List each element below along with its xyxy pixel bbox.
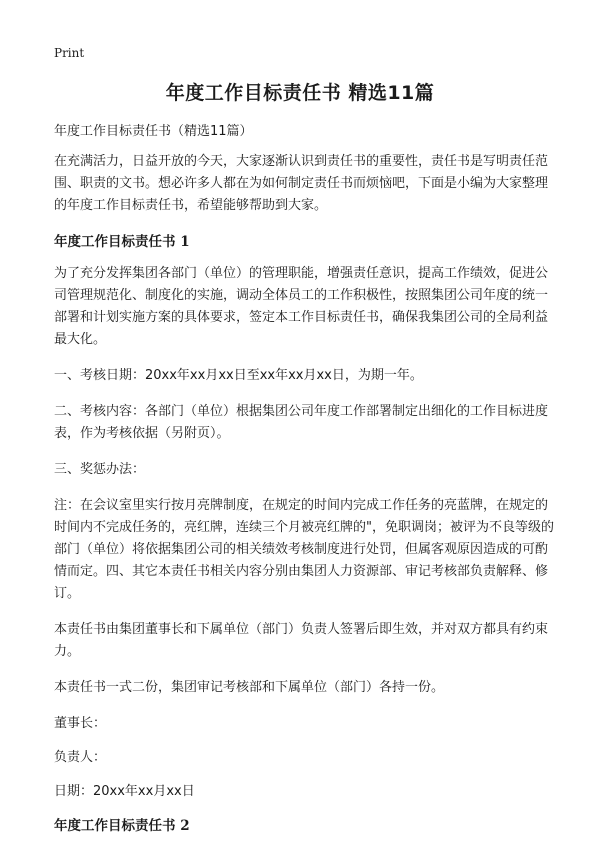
- section-1-paragraph-2: 一、考核日期：20xx年xx月xx日至xx年xx月xx日，为期一年。: [54, 368, 423, 383]
- signature-date: 日期：20xx年xx月xx日: [54, 784, 195, 799]
- print-link[interactable]: Print: [54, 46, 85, 60]
- signature-chairman: 董事长：: [54, 716, 107, 731]
- section-1-paragraph-6: 本责任书由集团董事长和下属单位（部门）负责人签署后即生效，并对双方都具有约束力。: [54, 622, 549, 659]
- intro-paragraph: 在充满活力，日益开放的今天，大家逐渐认识到责任书的重要性，责任书是写明责任范围、职责的文书。想必许多人都在为如何制定责任书而烦恼吧，下面是小编为大家整理的年度工作目标责任书，希望能够帮助到大家。: [54, 154, 549, 213]
- signature-responsible: 负责人：: [54, 750, 107, 765]
- document-body: [54, 121, 560, 847]
- section-1-paragraph-1: 为了充分发挥集团各部门（单位）的管理职能，增强责任意识，提高工作绩效，促进公司管理规范化、制度化的实施，调动全体员工的工作积极性，按照集团公司年度的统一部署和计划实施方案的具体要求，签定本工作目标责任书，确保我集团公司的全局利益最大化。: [54, 266, 549, 347]
- section-1-paragraph-5: 注：在会议室里实行按月亮牌制度，在规定的时间内完成工作任务的亮蓝牌，在规定的时间内不完成任务的，亮红牌，连续三个月被亮红牌的"，免职调岗；被评为不良等级的部门（单位）将依据集团公司的相关绩效考核制度进行处罚，但属客观原因造成的可酌情而定。四、其它本责任书相关内容分别由集团人力资源部、审记考核部负责解释、修订。: [54, 498, 554, 601]
- section-1-paragraph-4: 三、奖惩办法：: [54, 462, 146, 477]
- section-1-paragraph-7: 本责任书一式二份，集团审记考核部和下属单位（部门）各持一份。: [54, 680, 445, 695]
- section-1-heading: 年度工作目标责任书 1: [54, 234, 190, 250]
- page-title: 年度工作目标责任书 精选11篇: [165, 82, 435, 104]
- section-1-paragraph-3: 二、考核内容：各部门（单位）根据集团公司年度工作部署制定出细化的工作目标进度表，作为考核依据（另附页）。: [54, 404, 549, 441]
- document-subtitle: 年度工作目标责任书（精选11篇）: [54, 124, 253, 139]
- section-2-heading: 年度工作目标责任书 2: [54, 818, 190, 834]
